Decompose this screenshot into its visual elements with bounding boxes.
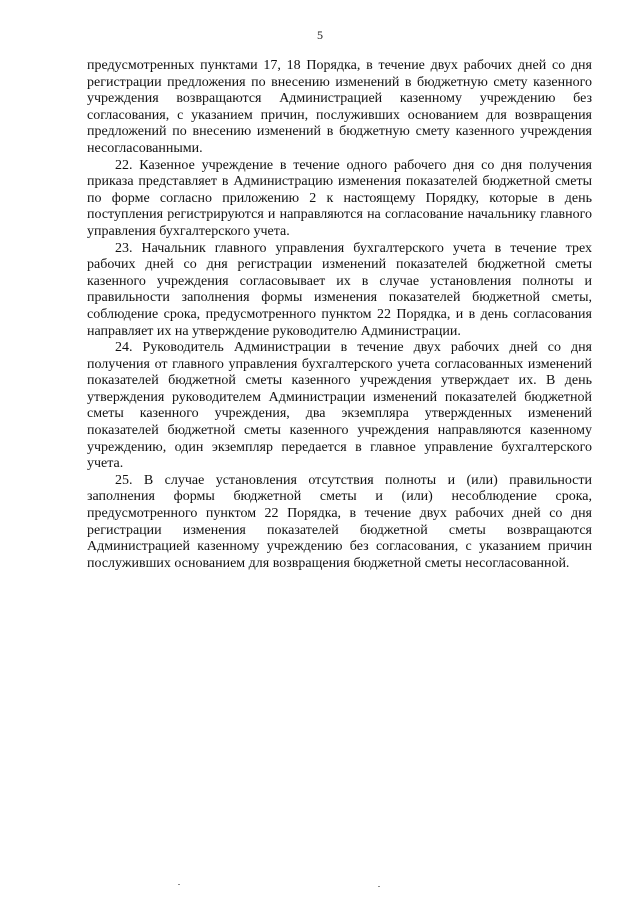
page-number: 5: [317, 28, 323, 42]
paragraph-continuation: предусмотренных пунктами 17, 18 Порядка, в течение двух рабочих дней со дня регистрации предложения по внесению изменений в бюджетную смету казенного учреждения возвращаются Администрацией казенному учреждению без согласования, с указанием причин, послуживших основанием для возвращения предложений по внесению изменений в бюджетную смету казенного учреждения несогласованными.: [87, 58, 592, 156]
scan-speck: [178, 884, 180, 885]
scan-speck: [378, 886, 380, 887]
paragraph-22: 22. Казенное учреждение в течение одного рабочего дня со дня получения приказа представляет в Администрацию изменения показателей бюджетной сметы по форме согласно приложению 2 к настоящему Порядку, которые в день поступления регистрируются и направляются на согласование начальнику главного управления бухгалтерского учета.: [87, 157, 592, 239]
paragraph-24: 24. Руководитель Администрации в течение двух рабочих дней со дня получения от главного управления бухгалтерского учета согласованных изменений показателей бюджетной сметы казенного учреждения утверждает их. В день утверждения руководителем Администрации изменений показателей бюджетной сметы казенного учреждения, два экземпляра утвержденных изменений показателей бюджетной сметы казенного учреждения направляются казенному учреждению, один экземпляр передается в главное управление бухгалтерского учета.: [87, 340, 592, 472]
document-body: [87, 58, 592, 572]
paragraph-23: 23. Начальник главного управления бухгалтерского учета в течение трех рабочих дней со дня регистрации изменений показателей бюджетной сметы казенного учреждения согласовывает их в случае установления полноты и правильности заполнения формы изменения показателей бюджетной сметы, соблюдение срока, предусмотренного пунктом 22 Порядка, и в день согласования направляет их на утверждение руководителю Администрации.: [87, 240, 592, 339]
paragraph-25: 25. В случае установления отсутствия полноты и (или) правильности заполнения формы бюджетной сметы и (или) несоблюдение срока, предусмотренного пунктом 22 Порядка, в течение двух рабочих дней со дня регистрации изменения показателей бюджетной сметы возвращаются Администрацией казенному учреждению без согласования, с указанием причин послуживших основанием для возвращения бюджетной сметы несогласованной.: [87, 472, 592, 571]
